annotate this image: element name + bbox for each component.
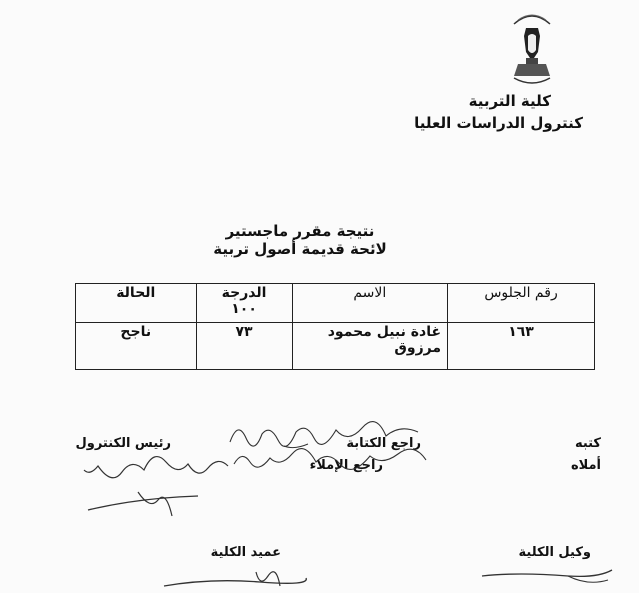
dean-label: عميد الكلية: [210, 545, 281, 560]
reviewed-dictation-label: راجع الإملاء: [309, 458, 383, 473]
header-name: الاسم: [292, 284, 447, 323]
vice-dean-label: وكيل الكلية: [518, 545, 591, 560]
control-office-name: كنترول الدراسات العليا: [414, 114, 583, 132]
dictated-by-label: أملاه: [570, 458, 601, 473]
handwritten-signature-vice-dean: [478, 562, 618, 590]
cell-status: ناجح: [76, 323, 197, 370]
reviewed-writing-label: راجع الكتابة: [346, 436, 421, 451]
faculty-name: كلية التربية: [468, 92, 551, 110]
handwritten-signature-dictation-reviewer: [230, 444, 430, 474]
handwritten-signature-control-chief: [78, 452, 238, 532]
faculty-logo-icon: [508, 6, 556, 90]
header-grade: [196, 284, 292, 323]
header-grade-label: الدرجة: [221, 285, 267, 301]
cell-seat-number: ١٦٣: [448, 323, 595, 370]
header-seat-number: رقم الجلوس: [448, 284, 595, 323]
cell-grade: ٧٣: [196, 323, 292, 370]
wrote-by-label: كتبه: [574, 436, 601, 451]
document-title: نتيجة مقرر ماجستير: [225, 222, 375, 240]
handwritten-signature-dean: [160, 566, 310, 593]
document-subtitle: لائحة قديمة أصول تربية: [213, 240, 387, 258]
header-grade-max: ١٠٠: [231, 301, 257, 317]
control-chief-label: رئيس الكنترول: [75, 436, 171, 451]
header-status: الحالة: [76, 284, 197, 323]
cell-name: غادة نبيل محمود مرزوق: [292, 323, 447, 370]
results-table: [75, 283, 595, 370]
table-row: [76, 323, 595, 370]
table-header-row: [76, 284, 595, 323]
